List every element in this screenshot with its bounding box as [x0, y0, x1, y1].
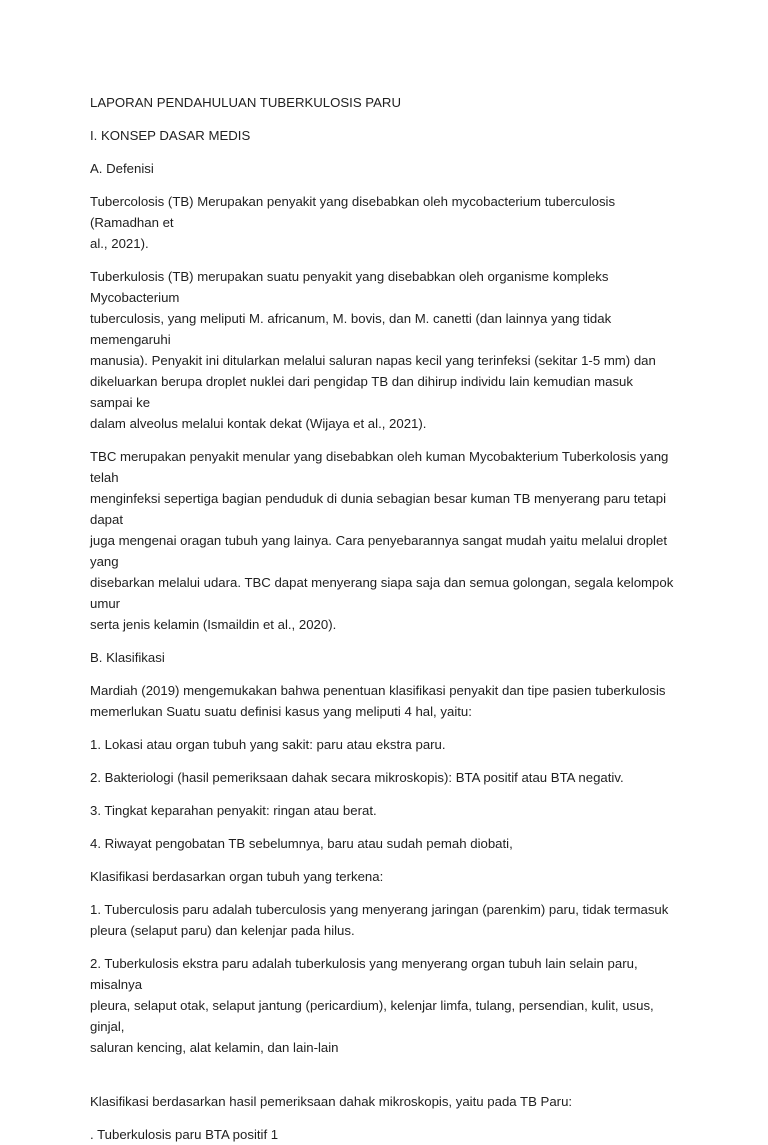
subheading-defenisi: A. Defenisi	[90, 161, 154, 176]
document-title: LAPORAN PENDAHULUAN TUBERKULOSIS PARU	[90, 95, 401, 110]
list-item-riwayat: 4. Riwayat pengobatan TB sebelumnya, baru atau sudah pemah diobati,	[90, 836, 513, 851]
paragraph-bta-positif: . Tuberkulosis paru BTA positif 1	[90, 1127, 279, 1142]
list-item-keparahan: 3. Tingkat keparahan penyakit: ringan atau berat.	[90, 803, 377, 818]
list-item-lokasi: 1. Lokasi atau organ tubuh yang sakit: paru atau ekstra paru.	[90, 737, 446, 752]
paragraph-definition-2: Tuberkulosis (TB) merupakan suatu penyakit yang disebabkan oleh organisme kompleks Mycobacterium tuberculosis, yang meliputi M. africanum, M. bovis, dan M. canetti (dan lainnya yang tidak memengaruhi manusia). Penyakit ini ditularkan melalui saluran napas kecil yang terinfeksi (sekitar 1-5 mm) dan dikeluarkan berupa droplet nuklei dari pengidap TB dan dihirup individu lain kemudian masuk sampai ke dalam alveolus melalui kontak dekat (Wijaya et al., 2021).	[90, 269, 656, 431]
paragraph-definition-3: TBC merupakan penyakit menular yang disebabkan oleh kuman Mycobakterium Tuberkolosis yang telah menginfeksi sepertiga bagian penduduk di dunia sebagian besar kuman TB menyerang paru tetapi dapat juga mengenai oragan tubuh yang lainya. Cara penyebarannya sangat mudah yaitu melalui droplet yang disebarkan melalui udara. TBC dapat menyerang siapa saja dan semua golongan, segala kelompok umur serta jenis kelamin (Ismaildin et al., 2020).	[90, 449, 674, 632]
paragraph-klasifikasi-dahak: Klasifikasi berdasarkan hasil pemeriksaan dahak mikroskopis, yaitu pada TB Paru:	[90, 1094, 573, 1109]
paragraph-definition-1: Tubercolosis (TB) Merupakan penyakit yang disebabkan oleh mycobacterium tuberculosis (Ramadhan et al., 2021).	[90, 194, 616, 251]
list-item-bakteriologi: 2. Bakteriologi (hasil pemeriksaan dahak secara mikroskopis): BTA positif atau BTA negativ.	[90, 770, 624, 785]
paragraph-klasifikasi-organ: Klasifikasi berdasarkan organ tubuh yang terkena:	[90, 869, 384, 884]
paragraph-klasifikasi-intro: Mardiah (2019) mengemukakan bahwa penentuan klasifikasi penyakit dan tipe pasien tuberkulosis memerlukan Suatu suatu definisi kasus yang meliputi 4 hal, yaitu:	[90, 683, 666, 719]
subheading-klasifikasi: B. Klasifikasi	[90, 650, 165, 665]
section-heading-konsep-dasar: I. KONSEP DASAR MEDIS	[90, 128, 251, 143]
list-item-tb-ekstra-paru: 2. Tuberkulosis ekstra paru adalah tuberkulosis yang menyerang organ tubuh lain selain paru, misalnya pleura, selaput otak, selaput jantung (pericardium), kelenjar limfa, tulang, persendian, kulit, usus, ginjal, saluran kencing, alat kelamin, dan lain-lain	[90, 956, 654, 1055]
list-item-tb-paru: 1. Tuberculosis paru adalah tuberculosis yang menyerang jaringan (parenkim) paru, tidak termasuk pleura (selaput paru) dan kelenjar pada hilus.	[90, 902, 669, 938]
